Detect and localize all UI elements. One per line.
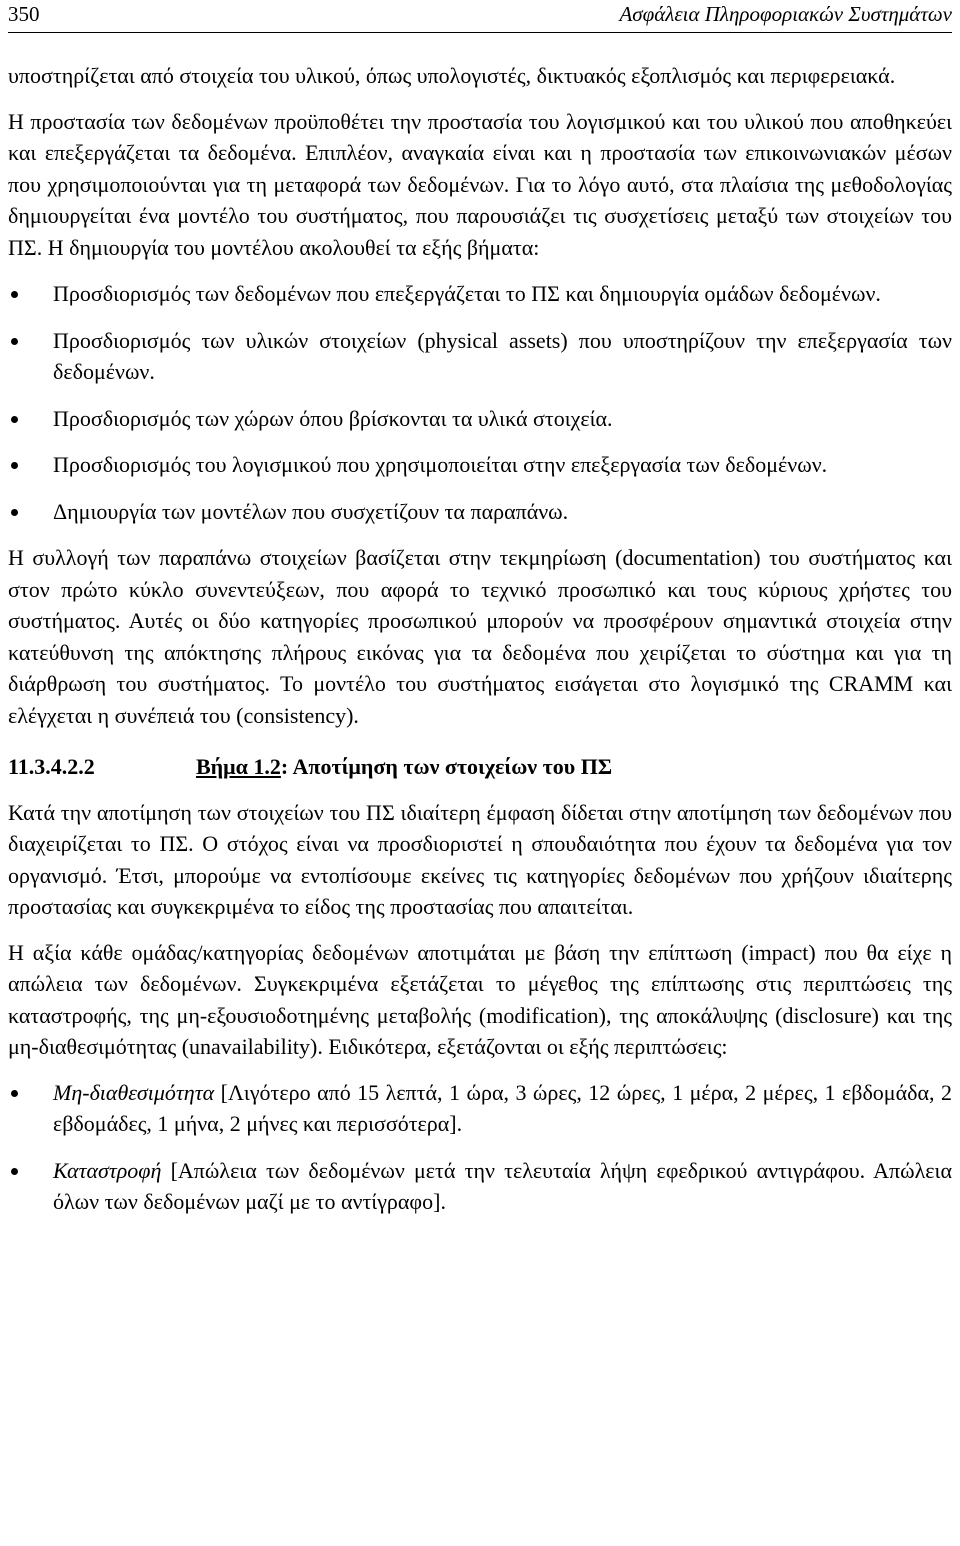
paragraph: Η προστασία των δεδομένων προϋποθέτει την προστασία του λογισμικού και του υλικού που αποθηκεύει και επεξεργάζεται τα δεδομένα. Επιπλέον, αναγκαία είναι και η προστασία των επικοινωνιακών μέσων που χρησιμοποιούνται για τη μεταφορά των δεδομένων. Για το λόγο αυτό, στα πλαίσια της μεθοδολογίας δημιουργείται ένα μοντέλο του συστήματος, που παρουσιάζει τις συσχετίσεις μεταξύ των στοιχείων του ΠΣ. Η δημιουργία του μοντέλου ακολουθεί τα εξής βήματα: xyxy=(8,108,952,260)
paragraph: Η συλλογή των παραπάνω στοιχείων βασίζεται στην τεκμηρίωση (documentation) του συστήματος και στον πρώτο κύκλο συνεντεύξεων, που αφορά το τεχνικό προσωπικό και τους κύριους χρήστες του συστήματος. Αυτές οι δύο κατηγορίες προσωπικού μπορούν να προσφέρουν σημαντικά στοιχεία στην κατεύθυνση της απόκτησης πλήρους εικόνας για τα δεδομένα που χειρίζεται το σύστημα και για τη διάρθρωση του συστήματος. Το μοντέλο του συστήματος εισάγεται στο λογισμικό της CRAMM και ελέγχεται η συνέπειά του (consistency). xyxy=(8,545,952,728)
page-number: 350 xyxy=(8,2,40,26)
paragraph: Η αξία κάθε ομάδας/κατηγορίας δεδομένων αποτιμάται με βάση την επίπτωση (impact) που θα είχε η απώλεια των δεδομένων. Συγκεκριμένα εξετάζεται το μέγεθος της επίπτωσης στις περιπτώσεις της καταστροφής, της μη-εξουσιοδοτημένης μεταβολής (modification), της αποκάλυψης (disclosure) και της μη-διαθεσιμότητας (unavailability). Ειδικότερα, εξετάζονται οι εξής περιπτώσεις: xyxy=(8,939,952,1059)
cases-list xyxy=(8,1077,952,1218)
list-item: Προσδιορισμός των υλικών στοιχείων (physical assets) που υποστηρίζουν την επεξεργασία των δεδομένων. xyxy=(8,325,952,388)
list-item xyxy=(8,1077,952,1140)
running-title: Ασφάλεια Πληροφοριακών Συστημάτων xyxy=(619,2,952,26)
steps-list xyxy=(8,278,952,527)
paragraph: υποστηρίζεται από στοιχεία του υλικού, όπως υπολογιστές, δικτυακός εξοπλισμός και περιφερειακά. xyxy=(8,63,896,88)
list-item: Προσδιορισμός του λογισμικού που χρησιμοποιείται στην επεξεργασία των δεδομένων. xyxy=(8,449,952,481)
section-title: : Αποτίμηση των στοιχείων του ΠΣ xyxy=(280,754,613,779)
section-heading xyxy=(8,751,952,783)
list-item: Προσδιορισμός των δεδομένων που επεξεργάζεται το ΠΣ και δημιουργία ομάδων δεδομένων. xyxy=(8,278,952,310)
list-item xyxy=(8,1155,952,1218)
case-text: [Λιγότερο από 15 λεπτά, 1 ώρα, 3 ώρες, 12 ώρες, 1 μέρα, 2 μέρες, 1 εβδομάδα, 2 εβδομάδες, 1 μήνα, 2 μήνες και περισσότερα]. xyxy=(53,1079,952,1136)
section-number: 11.3.4.2.2 xyxy=(8,754,95,779)
list-item: Προσδιορισμός των χώρων όπου βρίσκονται τα υλικά στοιχεία. xyxy=(8,403,952,435)
section-step-label: Βήμα 1.2 xyxy=(196,754,281,779)
case-term: Μη-διαθεσιμότητα xyxy=(53,1079,215,1105)
paragraph: Κατά την αποτίμηση των στοιχείων του ΠΣ ιδιαίτερη έμφαση δίδεται στην αποτίμηση των δεδομένων που διαχειρίζεται το ΠΣ. Ο στόχος είναι να προσδιοριστεί η σπουδαιότητα που έχουν τα δεδομένα για τον οργανισμό. Έτσι, μπορούμε να εντοπίσουμε εκείνες τις κατηγορίες δεδομένων που χρήζουν ιδιαίτερης προστασίας και συγκεκριμένα το είδος της προστασίας που απαιτείται. xyxy=(8,799,952,919)
case-text: [Απώλεια των δεδομένων μετά την τελευταία λήψη εφεδρικού αντιγράφου. Απώλεια όλων των δεδομένων μαζί με το αντίγραφο]. xyxy=(53,1157,952,1214)
document-page xyxy=(8,0,952,1233)
page-header xyxy=(8,0,952,40)
header-rule xyxy=(8,32,952,33)
list-item: Δημιουργία των μοντέλων που συσχετίζουν τα παραπάνω. xyxy=(8,496,952,528)
case-term: Καταστροφή xyxy=(53,1157,162,1183)
